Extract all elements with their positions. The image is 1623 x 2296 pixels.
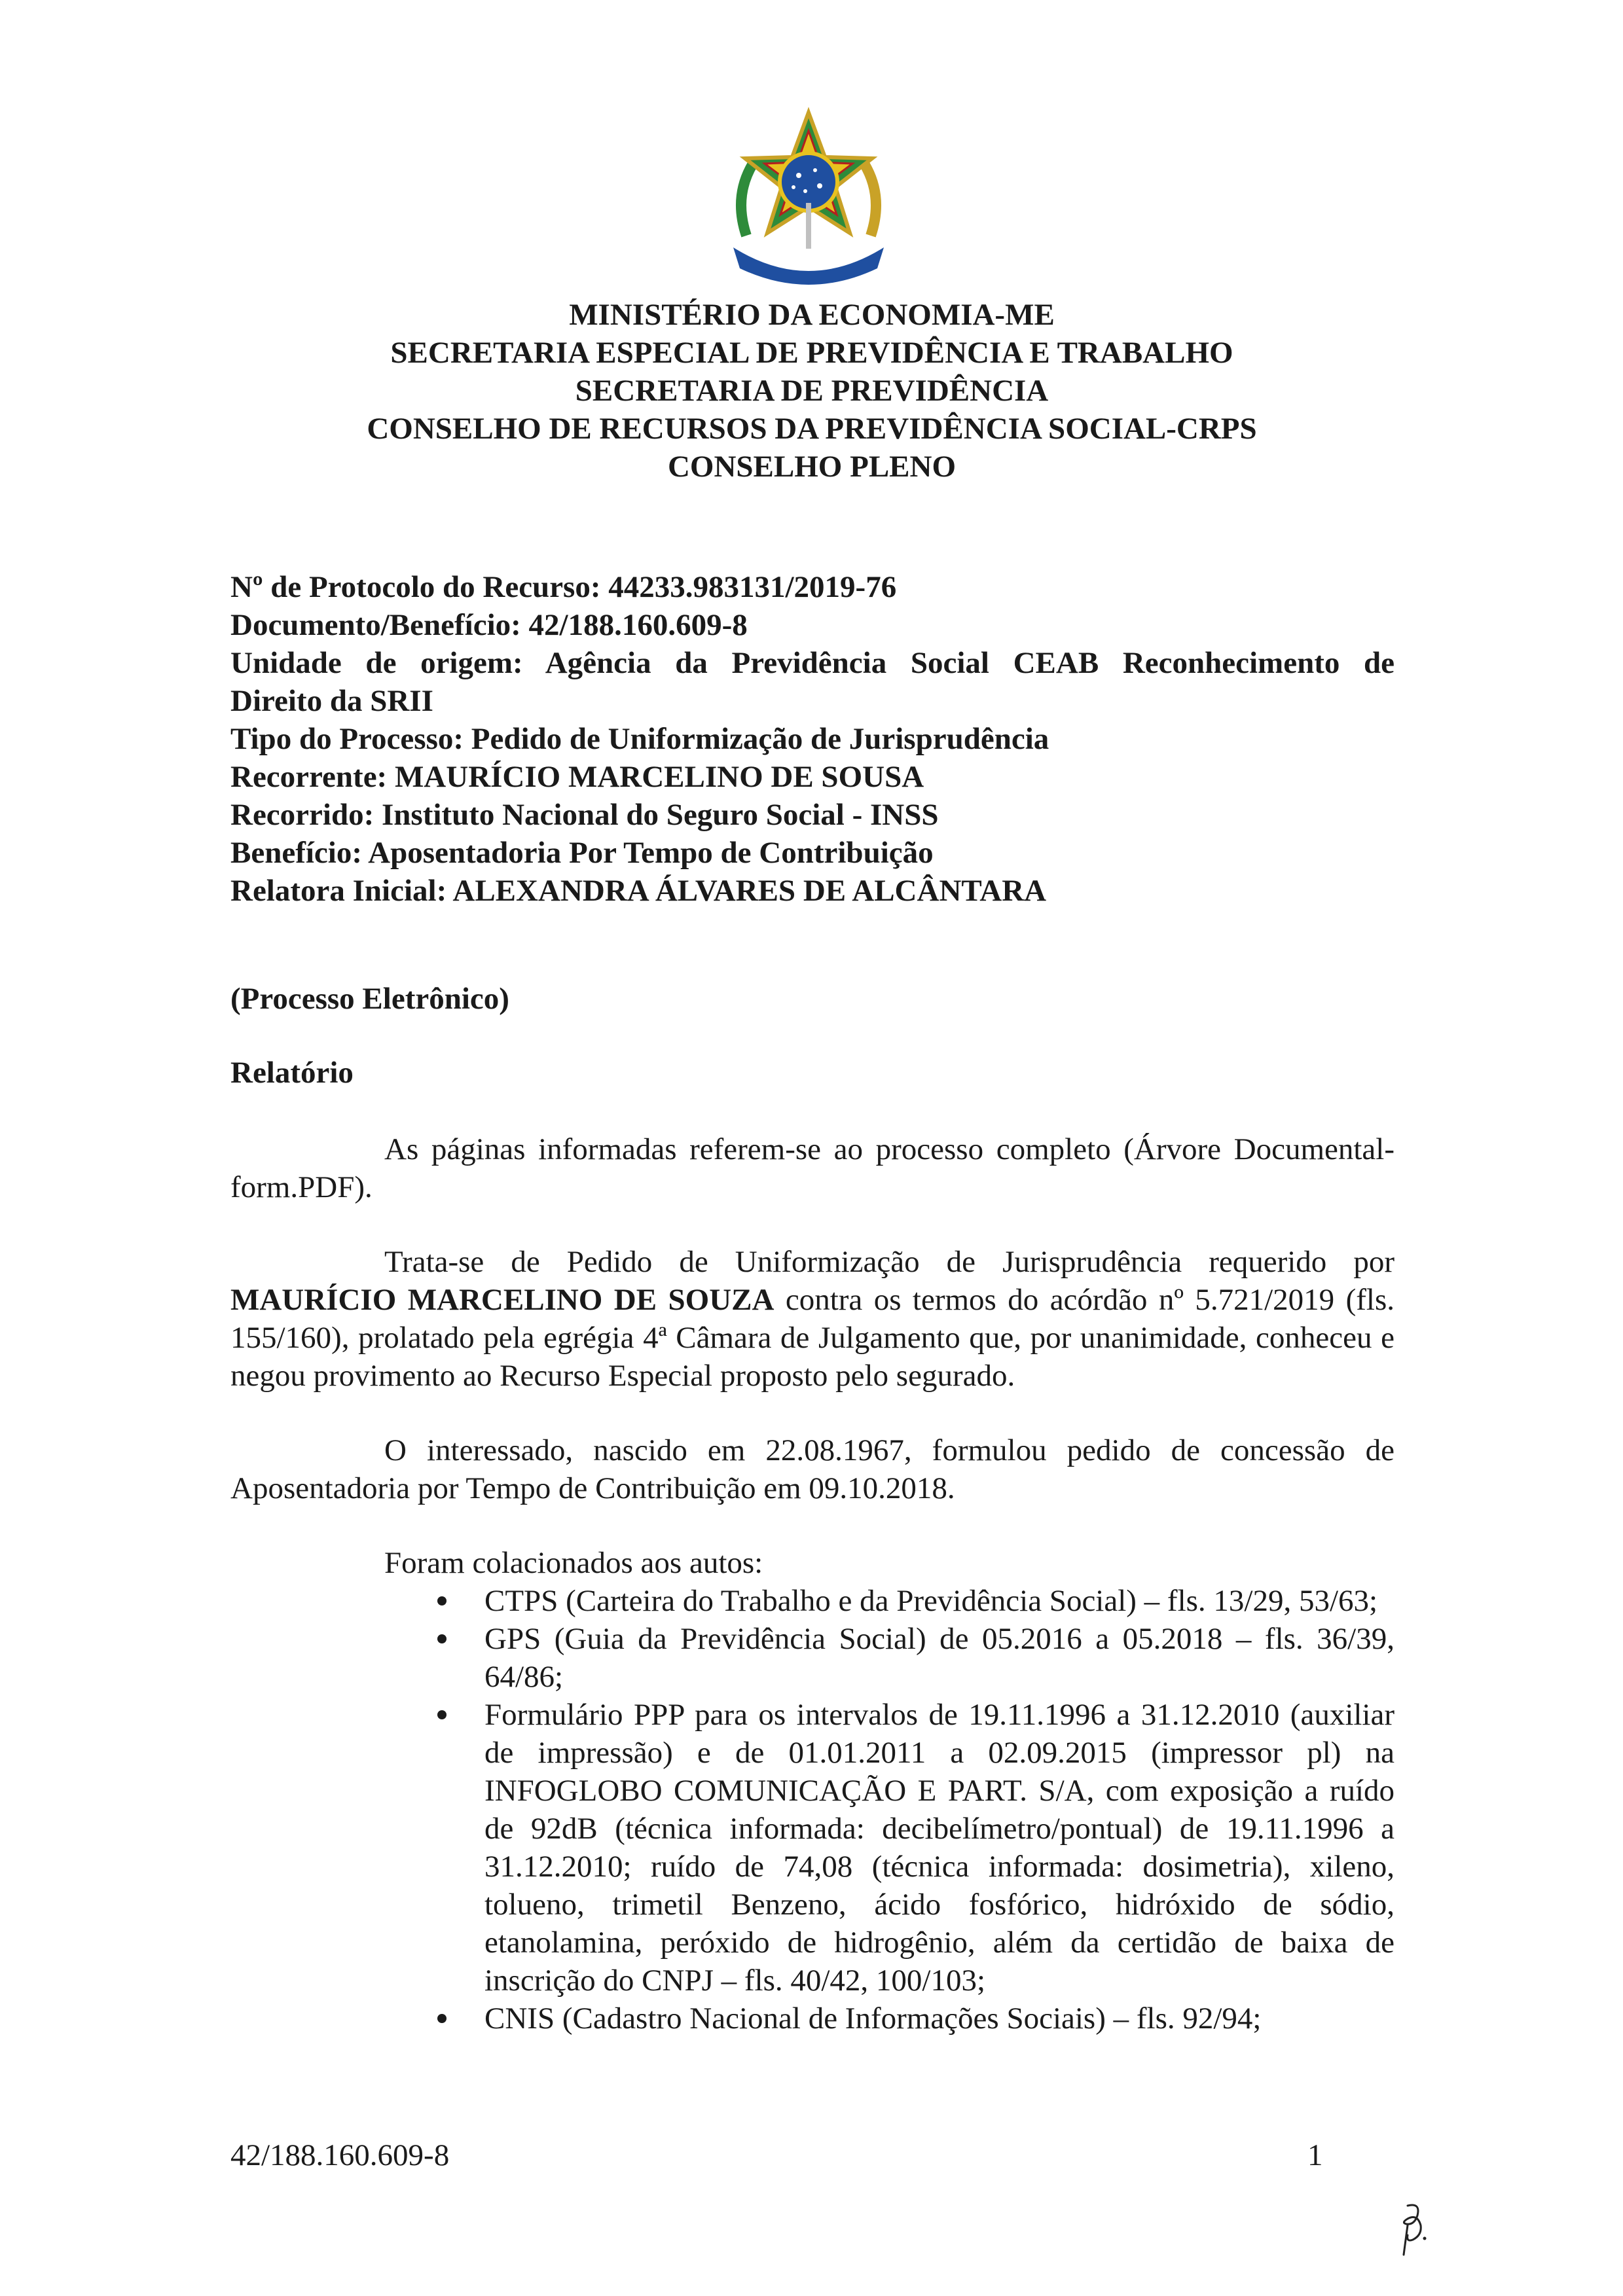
appellant: Recorrente: MAURÍCIO MARCELINO DE SOUSA — [230, 760, 924, 794]
report-title: Relatório — [230, 1056, 354, 1090]
footer-document-number: 42/188.160.609-8 — [230, 2138, 450, 2172]
paragraph-request — [230, 1243, 1395, 1395]
origin-unit-line2: Direito da SRII — [230, 684, 433, 718]
document-header — [229, 296, 1395, 486]
process-type: Tipo do Processo: Pedido de Uniformização de Jurisprudência — [230, 722, 1049, 756]
document-benefit: Documento/Benefício: 42/188.160.609-8 — [230, 608, 748, 642]
list-item — [484, 2000, 1395, 2037]
header-line-ministry: MINISTÉRIO DA ECONOMIA-ME — [569, 298, 1055, 332]
case-metadata — [230, 568, 1395, 910]
paragraph-interested: O interessado, nascido em 22.08.1967, formulou pedido de concessão de Aposentadoria por Tempo de Contribuição em 09.10.2018. — [230, 1433, 1395, 1505]
header-line-secretariat: SECRETARIA DE PREVIDÊNCIA — [575, 374, 1049, 408]
origin-unit-line1: Unidade de origem: Agência da Previdência Social CEAB Reconhecimento de — [230, 646, 1395, 680]
electronic-process-label: (Processo Eletrônico) — [230, 982, 509, 1016]
request-detail: contra os termos do acórdão nº 5.721/2019 (fls. 155/160), prolatado pela egrégia 4ª Câmara de Julgamento que, por unanimidade, conheceu e negou provimento ao Recurso Especial proposto pelo segurado. — [230, 1283, 1395, 1393]
bullet-icon — [437, 1596, 447, 1605]
list-item-text: Formulário PPP para os intervalos de 19.11.1996 a 31.12.2010 (auxiliar de impressão) e de 01.01.2011 a 02.09.2015 (impressor pl) na INFOGLOBO COMUNICAÇÃO E PART. S/A, com exposição a ruído de 92dB (técnica informada: decibelímetro/pontual) de 19.11.1996 a 31.12.2010; ruído de 74,08 (técnica informada: dosimetria), xileno, tolueno, trimetil Benzeno, ácido fosfórico, hidróxido de sódio, etanolamina, peróxido de hidrogênio, além da certidão de baixa de inscrição do CNPJ – fls. 40/42, 100/103; — [484, 1698, 1395, 1998]
page-number: 1 — [1307, 2138, 1323, 2172]
bullet-icon — [437, 2014, 447, 2023]
report-body — [230, 1130, 1395, 2037]
bullet-icon — [437, 1710, 447, 1719]
bullet-icon — [437, 1634, 447, 1643]
evidence-list — [230, 1582, 1395, 2037]
list-item — [484, 1620, 1395, 1696]
list-item — [484, 1582, 1395, 1620]
header-line-council: CONSELHO DE RECURSOS DA PREVIDÊNCIA SOCIAL-CRPS — [367, 412, 1257, 446]
respondent: Recorrido: Instituto Nacional do Seguro Social - INSS — [230, 798, 939, 832]
request-intro: Trata-se de Pedido de Uniformização de Jurisprudência requerido por — [384, 1245, 1395, 1279]
header-line-special-secretariat: SECRETARIA ESPECIAL DE PREVIDÊNCIA E TRABALHO — [390, 336, 1233, 370]
list-item-text: CNIS (Cadastro Nacional de Informações Sociais) – fls. 92/94; — [484, 2001, 1262, 2036]
header-line-plenary: CONSELHO PLENO — [667, 450, 957, 484]
paragraph-pages-note: As páginas informadas referem-se ao processo completo (Árvore Documental-form.PDF). — [230, 1132, 1395, 1204]
protocol-number: Nº de Protocolo do Recurso: 44233.983131/2019-76 — [230, 570, 897, 604]
benefit-type: Benefício: Aposentadoria Por Tempo de Contribuição — [230, 836, 934, 870]
applicant-name: MAURÍCIO MARCELINO DE SOUZA — [230, 1283, 775, 1317]
handwritten-initials-icon — [1388, 2199, 1434, 2258]
list-item — [484, 1696, 1395, 2000]
evidence-intro: Foram colacionados aos autos: — [384, 1546, 763, 1580]
rapporteur: Relatora Inicial: ALEXANDRA ÁLVARES DE ALCÂNTARA — [230, 874, 1047, 908]
list-item-text: CTPS (Carteira do Trabalho e da Previdência Social) – fls. 13/29, 53/63; — [484, 1584, 1378, 1618]
list-item-text: GPS (Guia da Previdência Social) de 05.2016 a 05.2018 – fls. 36/39, 64/86; — [484, 1622, 1395, 1694]
coat-of-arms-icon — [720, 105, 897, 291]
